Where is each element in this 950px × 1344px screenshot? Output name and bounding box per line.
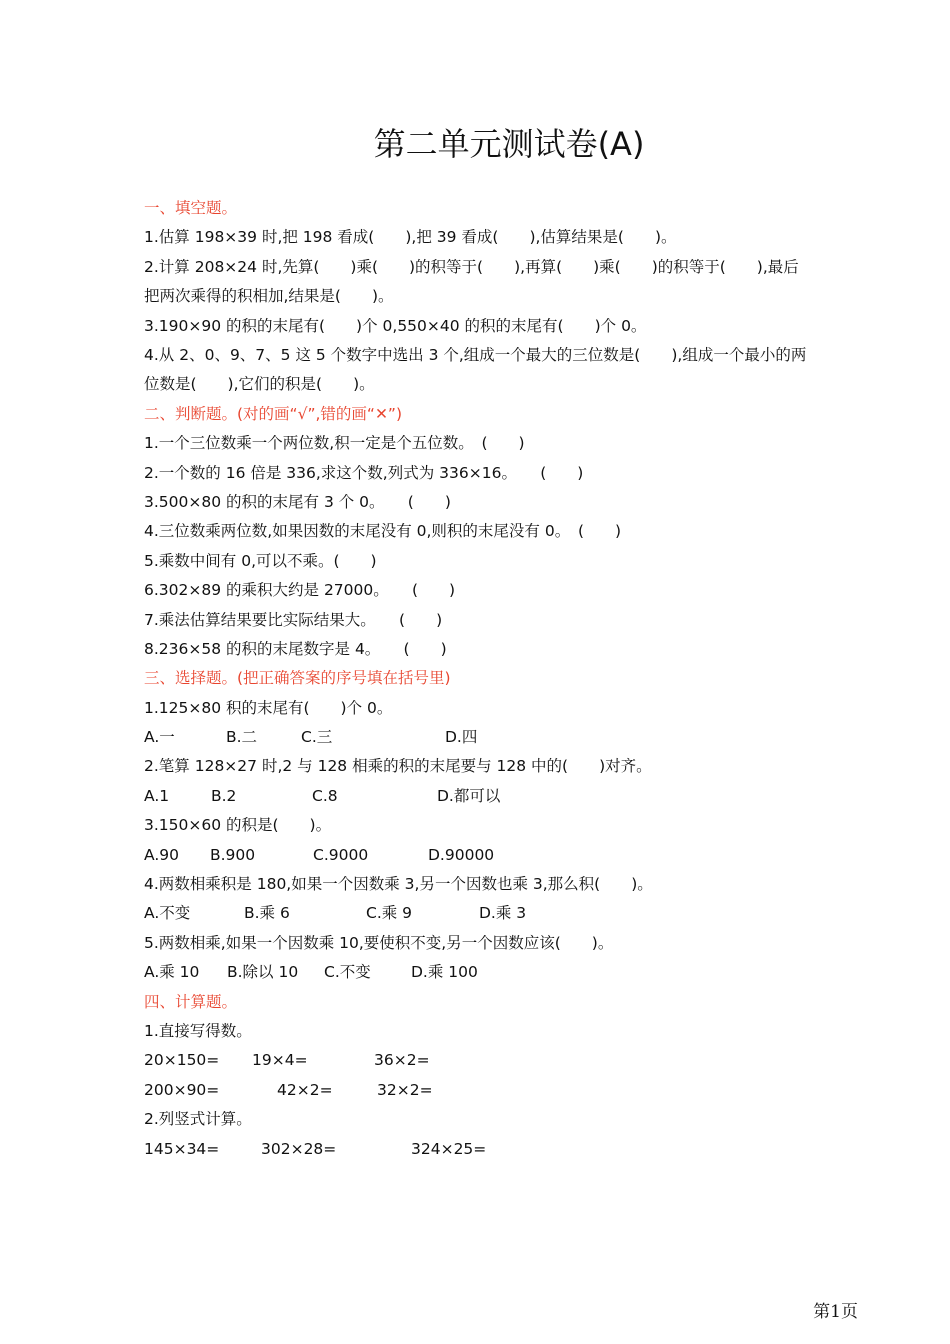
section-heading-calculation: 四、计算题。: [144, 992, 238, 1011]
section-heading-true-false: 二、判断题。(对的画“√”,错的画“✕”): [144, 404, 403, 423]
choice-option: C.8: [312, 786, 338, 805]
choice-option: C.三: [301, 728, 333, 747]
calc-row: [144, 1076, 812, 1105]
choice-options: [144, 841, 812, 870]
page-title: 第二单元测试卷(A): [373, 125, 645, 163]
choice-option: D.都可以: [437, 786, 501, 805]
section-heading-multiple-choice: 三、选择题。(把正确答案的序号填在括号里): [144, 669, 451, 688]
choice-option: B.二: [226, 728, 258, 747]
question-text: 4.从 2、0、9、7、5 这 5 个数字中选出 3 个,组成一个最大的三位数是( ),组成一个最小的两位数是( ),它们的积是( )。: [144, 345, 807, 394]
question-text: 4.两数相乘积是 180,如果一个因数乘 3,另一个因数也乘 3,那么积( )。: [144, 875, 653, 894]
choice-option: C.不变: [324, 963, 371, 982]
calc-item: 20×150=: [144, 1051, 220, 1070]
question-text: 2.列竖式计算。: [144, 1110, 252, 1129]
choice-option: D.四: [445, 728, 478, 747]
choice-option: A.不变: [144, 904, 191, 923]
calc-item: 324×25=: [411, 1139, 487, 1158]
question-text: 5.乘数中间有 0,可以不乘。( ): [144, 551, 377, 570]
question-text: 7.乘法估算结果要比实际结果大。 ( ): [144, 610, 443, 629]
calc-item: 145×34=: [144, 1139, 220, 1158]
choice-options: [144, 958, 812, 987]
question-text: 2.一个数的 16 倍是 336,求这个数,列式为 336×16。 ( ): [144, 463, 584, 482]
calc-item: 200×90=: [144, 1080, 220, 1099]
question-text: 6.302×89 的乘积大约是 27000。 ( ): [144, 581, 456, 600]
choice-option: B.除以 10: [227, 963, 299, 982]
question-text: 1.一个三位数乘一个两位数,积一定是个五位数。 ( ): [144, 434, 525, 453]
calc-item: 302×28=: [261, 1139, 337, 1158]
page-number: 第1页: [813, 1302, 858, 1322]
question-text: 3.190×90 的积的末尾有( )个 0,550×40 的积的末尾有( )个 0。: [144, 316, 647, 335]
question-text: 1.直接写得数。: [144, 1022, 252, 1040]
calc-row: [144, 1135, 812, 1164]
calc-item: 19×4=: [252, 1051, 308, 1070]
choice-option: A.1: [144, 786, 170, 805]
calc-item: 32×2=: [377, 1080, 433, 1099]
choice-option: A.90: [144, 845, 179, 864]
choice-option: C.9000: [313, 845, 369, 864]
calc-row: [144, 1046, 812, 1075]
calc-item: 36×2=: [374, 1051, 430, 1070]
exam-body: [144, 194, 812, 1164]
choice-options: [144, 723, 812, 752]
choice-option: A.一: [144, 728, 175, 747]
question-text: 8.236×58 的积的末尾数字是 4。 ( ): [144, 639, 447, 658]
choice-option: D.乘 3: [479, 904, 527, 923]
choice-option: A.乘 10: [144, 963, 200, 982]
section-heading-fill-blank: 一、填空题。: [144, 199, 238, 217]
choice-option: D.乘 100: [411, 963, 478, 982]
question-text: 1.125×80 积的末尾有( )个 0。: [144, 698, 393, 717]
choice-option: C.乘 9: [366, 904, 413, 923]
choice-options: [144, 782, 812, 811]
choice-option: B.乘 6: [244, 904, 290, 923]
choice-options: [144, 899, 812, 928]
choice-option: D.90000: [428, 845, 495, 864]
question-text: 1.估算 198×39 时,把 198 看成( ),把 39 看成( ),估算结果是( )。: [144, 228, 677, 247]
choice-option: B.2: [211, 786, 237, 805]
calc-item: 42×2=: [277, 1080, 333, 1099]
question-text: 5.两数相乘,如果一个因数乘 10,要使积不变,另一个因数应该( )。: [144, 933, 614, 952]
question-text: 2.笔算 128×27 时,2 与 128 相乘的积的末尾要与 128 中的( )对齐。: [144, 757, 652, 776]
choice-option: B.900: [210, 845, 256, 864]
question-text: 3.500×80 的积的末尾有 3 个 0。 ( ): [144, 492, 451, 511]
question-text: 2.计算 208×24 时,先算( )乘( )的积等于( ),再算( )乘( )的积等于( ),最后把两次乘得的积相加,结果是( )。: [144, 257, 799, 306]
question-text: 3.150×60 的积是( )。: [144, 816, 332, 835]
question-text: 4.三位数乘两位数,如果因数的末尾没有 0,则积的末尾没有 0。 ( ): [144, 522, 622, 541]
